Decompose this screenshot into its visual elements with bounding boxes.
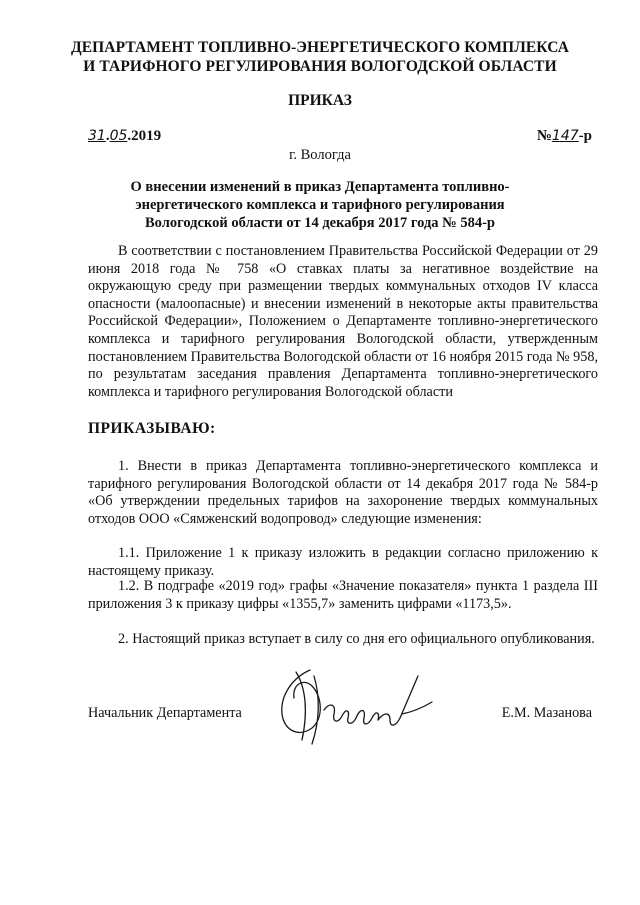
number-suffix: -р bbox=[578, 128, 592, 144]
handwritten-signature bbox=[262, 662, 437, 752]
department-line-2: И ТАРИФНОГО РЕГУЛИРОВАНИЯ ВОЛОГОДСКОЙ ОБЛАСТИ bbox=[83, 58, 557, 75]
item-1-1-text: 1.1. Приложение 1 к приказу изложить в редакции согласно приложению к настоящему приказу. bbox=[88, 545, 598, 579]
item-1-text: 1. Внести в приказ Департамента топливно-энергетического комплекса и тарифного регулирования Вологодской области от 14 декабря 2017 года № 584-р «Об утверждении предельных тарифов на захоронение твердых коммунальных отходов ООО «Сямженский водопровод» следующие изменения: bbox=[88, 458, 598, 527]
signatory-name: Е.М. Мазанова bbox=[501, 705, 592, 721]
number-prefix: № bbox=[536, 128, 552, 144]
city-line: г. Вологда bbox=[289, 147, 351, 163]
number-value: 147 bbox=[551, 128, 579, 144]
order-word: ПРИКАЗЫВАЮ: bbox=[88, 420, 216, 437]
item-2-paragraph bbox=[88, 631, 598, 649]
department-header bbox=[60, 38, 580, 76]
item-2-text: 2. Настоящий приказ вступает в силу со дня его официального опубликования. bbox=[118, 631, 595, 647]
order-subject: О внесении изменений в приказ Департамента топливно-энергетического комплекса и тарифного регулирования Вологодской области от 14 декабря 2017 года № 584-р bbox=[130, 179, 510, 231]
doc-type-title: ПРИКАЗ bbox=[288, 92, 352, 109]
signatory-title: Начальник Департамента bbox=[88, 705, 242, 721]
department-line-1: ДЕПАРТАМЕНТ ТОПЛИВНО-ЭНЕРГЕТИЧЕСКОГО КОМПЛЕКСА bbox=[70, 39, 570, 56]
item-1-1-paragraph bbox=[88, 545, 598, 580]
item-1-2-paragraph bbox=[88, 578, 598, 613]
order-number bbox=[537, 128, 592, 145]
preamble-text: В соответствии с постановлением Правительства Российской Федерации от 29 июня 2018 года № 758 «О ставках платы за негативное воздействие на окружающую среду при размещении твердых коммунальных отходов IV класса опасности (малоопасные) и внесении изменений в некоторые акты правительства Российской Федерации», Положением о Департаменте топливно-энергетического комплекса и тарифного регулирования Вологодской области, утвержденным постановлением Правительства Вологодской области от 16 ноября 2015 года № 958, по результатам заседания правления Департамента топливно-энергетического комплекса и тарифного регулирования Вологодской области bbox=[88, 243, 598, 400]
preamble-paragraph bbox=[88, 243, 598, 401]
date-day: 31 bbox=[88, 128, 106, 144]
item-1-paragraph bbox=[88, 458, 598, 528]
item-1-2-text: 1.2. В подграфе «2019 год» графы «Значение показателя» пункта 1 раздела III приложения 3 к приказу цифры «1355,7» заменить цифрами «1173,5». bbox=[88, 578, 598, 612]
order-date: 31.05.2019 bbox=[88, 128, 162, 144]
date-year: .2019 bbox=[127, 128, 162, 144]
date-month: 05 bbox=[109, 128, 128, 144]
